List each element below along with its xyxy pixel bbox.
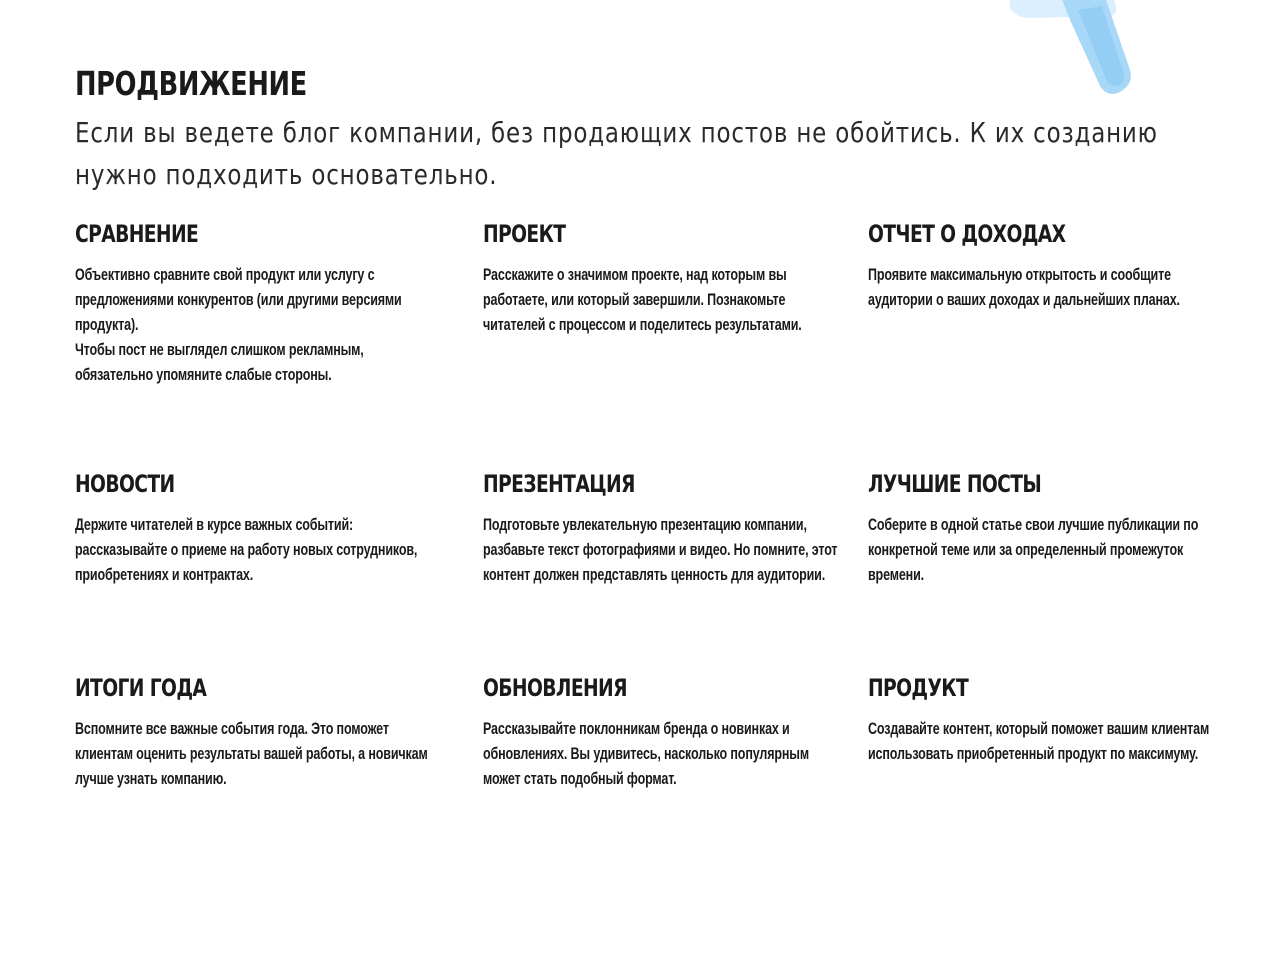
card-text: Соберите в одной статье свои лучшие публикации по конкретной теме или за определенный промежуток времени. <box>868 516 1199 584</box>
card-product <box>868 673 1280 767</box>
card-text: Объективно сравните свой продукт или услугу с предложениями конкурентов (или другими версиями продукта). Чтобы пост не выглядел слишком рекламным, обязательно упомяните слабые стороны. <box>75 266 402 384</box>
card-news <box>75 469 515 588</box>
card-title: ПРЕЗЕНТАЦИЯ <box>483 470 635 498</box>
card-income-report <box>868 219 1280 313</box>
card-title: НОВОСТИ <box>75 470 175 498</box>
card-title: ЛУЧШИЕ ПОСТЫ <box>868 470 1042 498</box>
card-text: Рассказывайте поклонникам бренда о новинках и обновлениях. Вы удивитесь, насколько популярным может стать подобный формат. <box>483 720 809 788</box>
card-title: ОБНОВЛЕНИЯ <box>483 674 627 702</box>
card-text: Подготовьте увлекательную презентацию компании, разбавьте текст фотографиями и видео. Но помните, этот контент должен представлять ценность для аудитории. <box>483 516 838 584</box>
card-text: Вспомните все важные события года. Это поможет клиентам оценить результаты вашей работы, а новичкам лучше узнать компанию. <box>75 720 428 788</box>
card-text: Создавайте контент, который поможет вашим клиентам использовать приобретенный продукт по максимуму. <box>868 720 1210 763</box>
card-project <box>483 219 923 338</box>
card-title: ОТЧЕТ О ДОХОДАХ <box>868 220 1066 248</box>
intro-text: Если вы ведете блог компании, без продающих постов не обойтись. К их созданию нужно подходить основательно. <box>75 116 1158 191</box>
card-comparison <box>75 219 515 388</box>
card-best-posts <box>868 469 1280 588</box>
page-title: ПРОДВИЖЕНИЕ <box>75 64 307 103</box>
paint-roller-decoration-icon <box>990 0 1160 120</box>
card-title: ИТОГИ ГОДА <box>75 674 207 702</box>
card-presentation <box>483 469 923 588</box>
card-updates <box>483 673 923 792</box>
card-title: ПРОЕКТ <box>483 220 566 248</box>
card-text: Расскажите о значимом проекте, над которым вы работаете, или который завершили. Познакомьте читателей с процессом и поделитесь результатами. <box>483 266 802 334</box>
card-year-results <box>75 673 515 792</box>
card-text: Проявите максимальную открытость и сообщите аудитории о ваших доходах и дальнейших планах. <box>868 266 1180 309</box>
card-title: ПРОДУКТ <box>868 674 969 702</box>
card-title: СРАВНЕНИЕ <box>75 220 199 248</box>
card-text: Держите читателей в курсе важных событий: рассказывайте о приеме на работу новых сотрудников, приобретениях и контрактах. <box>75 516 418 584</box>
